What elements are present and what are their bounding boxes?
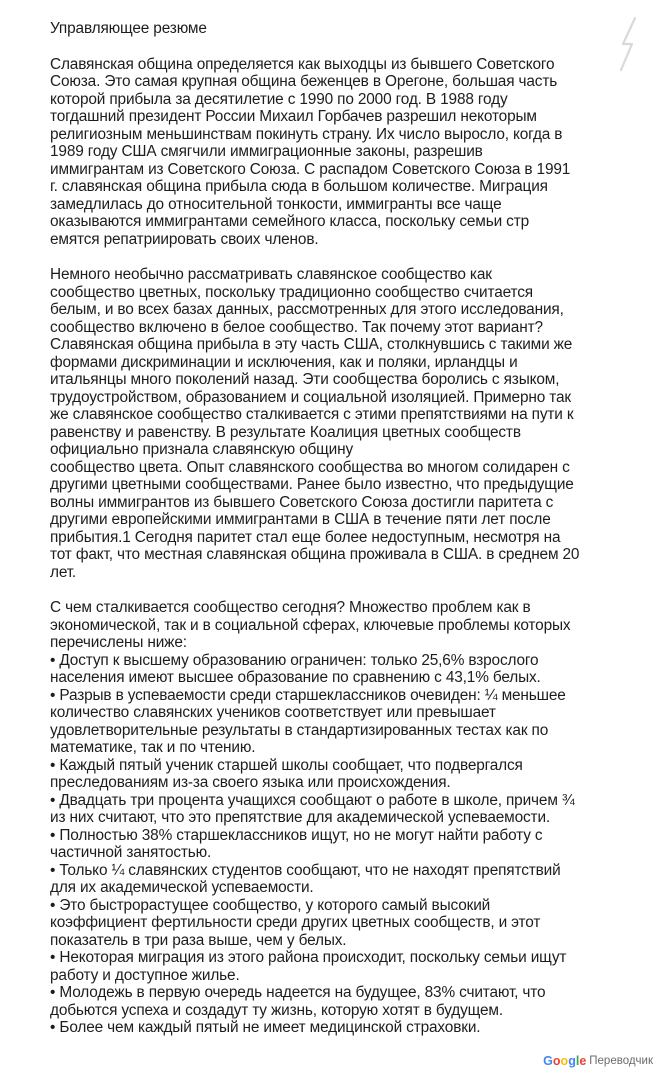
list-item: • Только ¼ славянских студентов сообщают, что не находят препятствий для их академической успеваемости.: [50, 861, 561, 896]
document-title: Управляющее резюме: [50, 20, 207, 37]
translator-label: Переводчик: [589, 1055, 653, 1067]
list-item: • Двадцать три процента учащихся сообщают о работе в школе, причем ¾ из них считают, что это препятствие для академической успеваемости.: [50, 791, 575, 826]
list-item: • Разрыв в успеваемости среди старшеклассников очевиден: ¼ меньшее количество славянских учеников соответствует или превышает удовлетворительные результаты в стандартизированных тестах как по математике, так и по чтению.: [50, 686, 566, 756]
list-item: • Некоторая миграция из этого района происходит, поскольку семьи ищут работу и доступное жилье.: [50, 949, 567, 984]
google-logo: Google: [543, 1054, 587, 1068]
paragraph-issues-intro: С чем сталкивается сообщество сегодня? Множество проблем как в экономической, так и в социальной сферах, ключевые проблемы которых перечислены ниже:: [50, 599, 571, 651]
google-translate-badge: [543, 1054, 653, 1068]
paragraph-intro: Славянская община определяется как выходцы из бывшего Советского Союза. Это самая крупная община беженцев в Орегоне, большая часть которой прибыла за десятилетие с 1990 по 2000 год. В 1988 году тогдашний президент России Михаил Горбачев разрешил некоторым религиозным меньшинствам покинуть страну. Их число выросло, когда в 1989 году США смягчили иммиграционные законы, разрешив иммигрантам из Советского Союза. С распадом Советского Союза в 1991 г. славянская община прибыла сюда в большом количестве. Миграция замедлилась до относительной тонкости, иммигранты все чаще оказываются иммигрантами семейного класса, поскольку семьи стр емятся репатриировать своих членов.: [50, 55, 571, 248]
list-item: • Полностью 38% старшеклассников ищут, но не могут найти работу с частичной занятостью.: [50, 826, 543, 861]
list-item: • Доступ к высшему образованию ограничен: только 25,6% взрослого населения имеют высшее образование по сравнению с 43,1% белых.: [50, 651, 541, 686]
list-item: • Молодежь в первую очередь надеется на будущее, 83% считают, что добьются успеха и создадут ту жизнь, которую хотят в будущем.: [50, 984, 546, 1019]
list-item: • Более чем каждый пятый не имеет медицинской страховки.: [50, 1019, 481, 1036]
issues-list: [50, 652, 610, 1037]
lightning-bolt-icon: [615, 14, 645, 74]
document-body: [50, 20, 610, 1037]
list-item: • Это быстрорастущее сообщество, у которого самый высокий коэффициент фертильности среди других цветных сообществ, и этот показатель в три раза выше, чем у белых.: [50, 896, 541, 949]
paragraph-community-of-color: Немного необычно рассматривать славянское сообщество как сообщество цветных, поскольку традиционно сообщество считается белым, и во всех базах данных, рассмотренных для этого исследования, сообщество включено в белое сообщество. Так почему этот вариант? Славянская община прибыла в эту часть США, столкнувшись с такими же формами дискриминации и исключения, как и поляки, ирландцы и итальянцы много поколений назад. Эти сообщества боролись с языком, трудоустройством, образованием и социальной изоляцией. Примерно так же славянское сообщество сталкивается с этими препятствиями на пути к равенству и равенству. В результате Коалиция цветных сообществ официально признала славянскую общину сообщество цвета. Опыт славянского сообщества во многом солидарен с другими цветными сообществами. Ранее было известно, что предыдущие волны иммигрантов из бывшего Советского Союза достигли паритета с другими европейскими иммигрантами в США в течение пяти лет после прибытия.1 Сегодня паритет стал еще более недоступным, несмотря на тот факт, что местная славянская община проживала в США. в среднем 20 лет.: [50, 266, 580, 581]
list-item: • Каждый пятый ученик старшей школы сообщает, что подвергался преследованиям из-за своего языка или происхождения.: [50, 756, 523, 791]
